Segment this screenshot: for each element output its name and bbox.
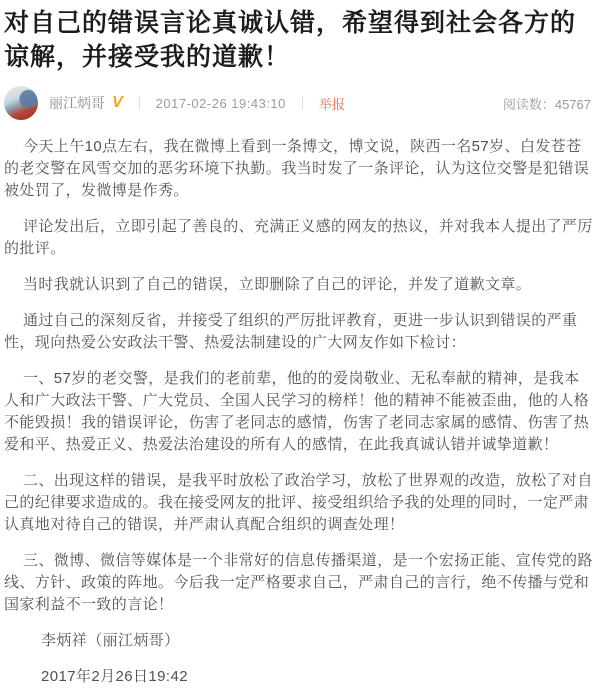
body-paragraph: 通过自己的深刻反省，并接受了组织的严厉批评教育，更进一步认识到错误的严重性，现向热爱公安政法干警、热爱法制建设的广大网友作如下检讨： bbox=[4, 312, 578, 351]
body-paragraph: 当时我就认识到了自己的错误，立即删除了自己的评论，并发了道歉文章。 bbox=[23, 276, 532, 293]
signature-line: 李炳祥（丽江炳哥） bbox=[41, 632, 180, 649]
vertical-divider bbox=[302, 97, 303, 110]
read-count-label: 阅读数： bbox=[502, 96, 555, 112]
vertical-divider bbox=[139, 97, 140, 110]
body-paragraph: 一、57岁的老交警，是我们的老前辈，他的的爱岗敬业、无私奉献的精神，是我本人和广大政法干警、广大党员、全国人民学习的榜样！他的精神不能被歪曲，他的人格不能毁损！我的错误评论，伤害了老同志的感情，伤害了老同志家属的感情、伤害了热爱和平、热爱正义、热爱法治建设的所有人的感情，在此我真诚认错并诚挚道歉！ bbox=[4, 370, 590, 453]
read-count-value: 45767 bbox=[554, 96, 591, 112]
signature-date: 2017年2月26日19:42 bbox=[41, 668, 188, 685]
article-body bbox=[4, 136, 593, 688]
publish-timestamp: 2017-02-26 19:43:10 bbox=[155, 95, 286, 111]
report-link[interactable]: 举报 bbox=[318, 96, 345, 112]
body-paragraph: 三、微博、微信等媒体是一个非常好的信息传播渠道，是一个宏扬正能、宣传党的路线、方针、政策的阵地。今后我一定严格要求自己，严肃自己的言行，绝不传播与党和国家利益不一致的言论！ bbox=[4, 552, 593, 613]
read-count bbox=[503, 94, 593, 113]
article-title: 对自己的错误言论真诚认错，希望得到社会各方的谅解，并接受我的道歉！ bbox=[4, 9, 577, 71]
body-paragraph: 二、出现这样的错误，是我平时放松了政治学习，放松了世界观的改造，放松了对自己的纪律要求造成的。我在接受网友的批评、接受组织给予我的处理的同时，一定严肃认真地对待自己的错误，并严肃认真配合组织的调查处理！ bbox=[4, 472, 593, 533]
user-avatar[interactable] bbox=[4, 86, 38, 120]
verified-v-badge-icon: V bbox=[112, 94, 123, 111]
body-paragraph: 评论发出后，立即引起了善良的、充满正义感的网友的热议，并对我本人提出了严厉的批评。 bbox=[4, 218, 593, 257]
author-username[interactable]: 丽江炳哥 bbox=[49, 95, 105, 111]
article-meta-bar bbox=[4, 84, 593, 122]
body-paragraph: 今天上午10点左右，我在微博上看到一条博文，博文说，陕西一名57岁、白发苍苍的老交警在风雪交加的恶劣环境下执勤。我当时发了一条评论，认为这位交警是犯错误被处罚了，发微博是作秀。 bbox=[4, 138, 590, 199]
